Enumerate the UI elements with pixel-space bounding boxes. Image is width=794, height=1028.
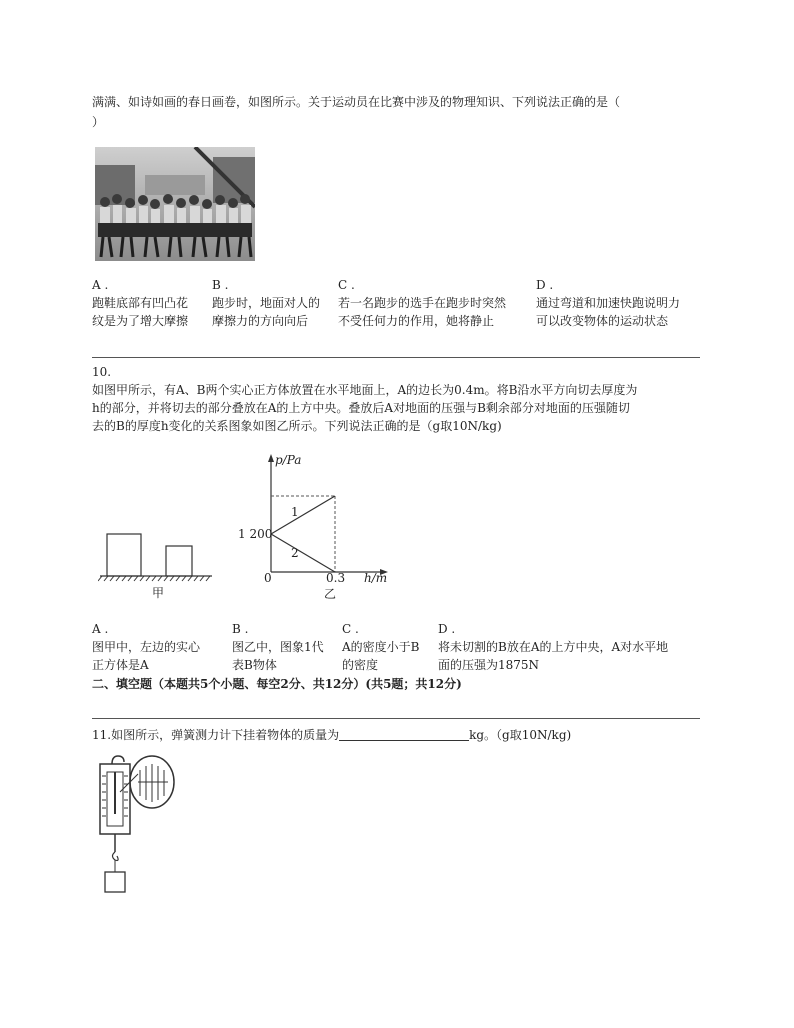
- q11-stem: [92, 727, 571, 743]
- q10-option-a-text2: 正方体是A: [92, 658, 149, 672]
- q9-option-c[interactable]: [338, 276, 506, 330]
- q9-option-b[interactable]: [212, 276, 320, 330]
- q9-stem-line1: 满满、如诗如画的春日画卷，如图所示。关于运动员在比赛中涉及的物理知识、下列说法正确的是（: [92, 95, 621, 109]
- x-axis-label: h/m: [364, 571, 388, 585]
- q9-option-d-letter: D .: [536, 278, 554, 292]
- section-heading: 二、填空题（本题共5个小题、每空2分、共12分）(共5题；共12分): [92, 677, 462, 691]
- q10-option-b[interactable]: [232, 620, 324, 674]
- q11-stem-before: 11.如图所示，弹簧测力计下挂着物体的质量为: [92, 728, 340, 742]
- origin-label: 0: [264, 571, 272, 585]
- graph-line-1: [271, 496, 335, 534]
- figure-yi-label: 乙: [324, 587, 337, 601]
- spring-scale-figure: [94, 752, 204, 898]
- figure-yi-graph: [260, 452, 400, 582]
- q10-stem-line2: h的部分，并将切去的部分叠放在A的上方中央。叠放后A对地面的压强与B剩余部分对地面的压强随切: [92, 401, 630, 415]
- q10-option-a[interactable]: [92, 620, 200, 674]
- q11-answer-blank[interactable]: [339, 728, 469, 741]
- figure-jia-label: 甲: [152, 586, 165, 600]
- q10-stem-line1: 如图甲所示，有A、B两个实心正方体放置在水平地面上，A的边长为0.4m。将B沿水平方向切去厚度为: [92, 383, 638, 397]
- q9-option-d-text2: 可以改变物体的运动状态: [536, 314, 669, 328]
- y-tick-label: 1 200: [238, 527, 273, 541]
- q10-option-d-text2: 面的压强为1875N: [438, 658, 540, 672]
- q10-number: 10.: [92, 365, 112, 379]
- q11-stem-after: kg。（g取10N/kg): [469, 728, 572, 742]
- q10-stem-line3: 去的B的厚度h变化的关系图象如图乙所示。下列说法正确的是（g取10N/kg): [92, 419, 502, 433]
- divider-q9-q10: [92, 357, 700, 358]
- cube-right: [166, 546, 192, 576]
- q10-option-b-text1: 图乙中，图象1代: [232, 640, 324, 654]
- q9-option-b-letter: B .: [212, 278, 229, 292]
- x-tick-label: 0.3: [326, 571, 346, 585]
- q10-option-c[interactable]: [342, 620, 420, 674]
- q9-stem-line2: ）: [92, 115, 105, 129]
- q9-option-a-letter: A .: [92, 278, 109, 292]
- q9-option-c-letter: C .: [338, 278, 355, 292]
- q9-option-c-text1: 若一名跑步的选手在跑步时突然: [338, 296, 507, 310]
- y-axis-label: p/Pa: [275, 453, 302, 467]
- bottom-hook: [113, 852, 119, 861]
- q10-option-a-text1: 图甲中，左边的实心: [92, 640, 201, 654]
- q9-option-a-text2: 纹是为了增大摩擦: [92, 314, 189, 328]
- q10-option-c-letter: C .: [342, 622, 359, 636]
- q9-option-b-text2: 摩擦力的方向向后: [212, 314, 309, 328]
- q9-option-a-text1: 跑鞋底部有凹凸花: [92, 296, 189, 310]
- q10-option-a-letter: A .: [92, 622, 109, 636]
- q10-option-b-text2: 表B物体: [232, 658, 277, 672]
- line2-label: 2: [291, 546, 299, 560]
- hanging-weight: [105, 872, 125, 892]
- q10-option-c-text2: 的密度: [342, 658, 379, 672]
- q10-option-d-text1: 将未切割的B放在A的上方中央，A对水平地: [438, 640, 669, 654]
- graph-line-2: [271, 534, 335, 572]
- line1-label: 1: [291, 505, 299, 519]
- divider-section-q11: [92, 718, 700, 719]
- q10-option-c-text1: A的密度小于B: [342, 640, 420, 654]
- y-axis-arrow: [268, 454, 274, 462]
- q9-option-c-text2: 不受任何力的作用，她将静止: [338, 314, 495, 328]
- cube-left: [107, 534, 141, 576]
- top-hook: [112, 756, 124, 764]
- q9-option-d[interactable]: [536, 276, 680, 330]
- q10-option-d[interactable]: [438, 620, 668, 674]
- q10-option-d-letter: D .: [438, 622, 456, 636]
- q10-option-b-letter: B .: [232, 622, 249, 636]
- q9-option-b-text1: 跑步时，地面对人的: [212, 296, 321, 310]
- q9-option-a[interactable]: [92, 276, 188, 330]
- q9-option-d-text1: 通过弯道和加速快跑说明力: [536, 296, 681, 310]
- marathon-photo: [95, 147, 255, 261]
